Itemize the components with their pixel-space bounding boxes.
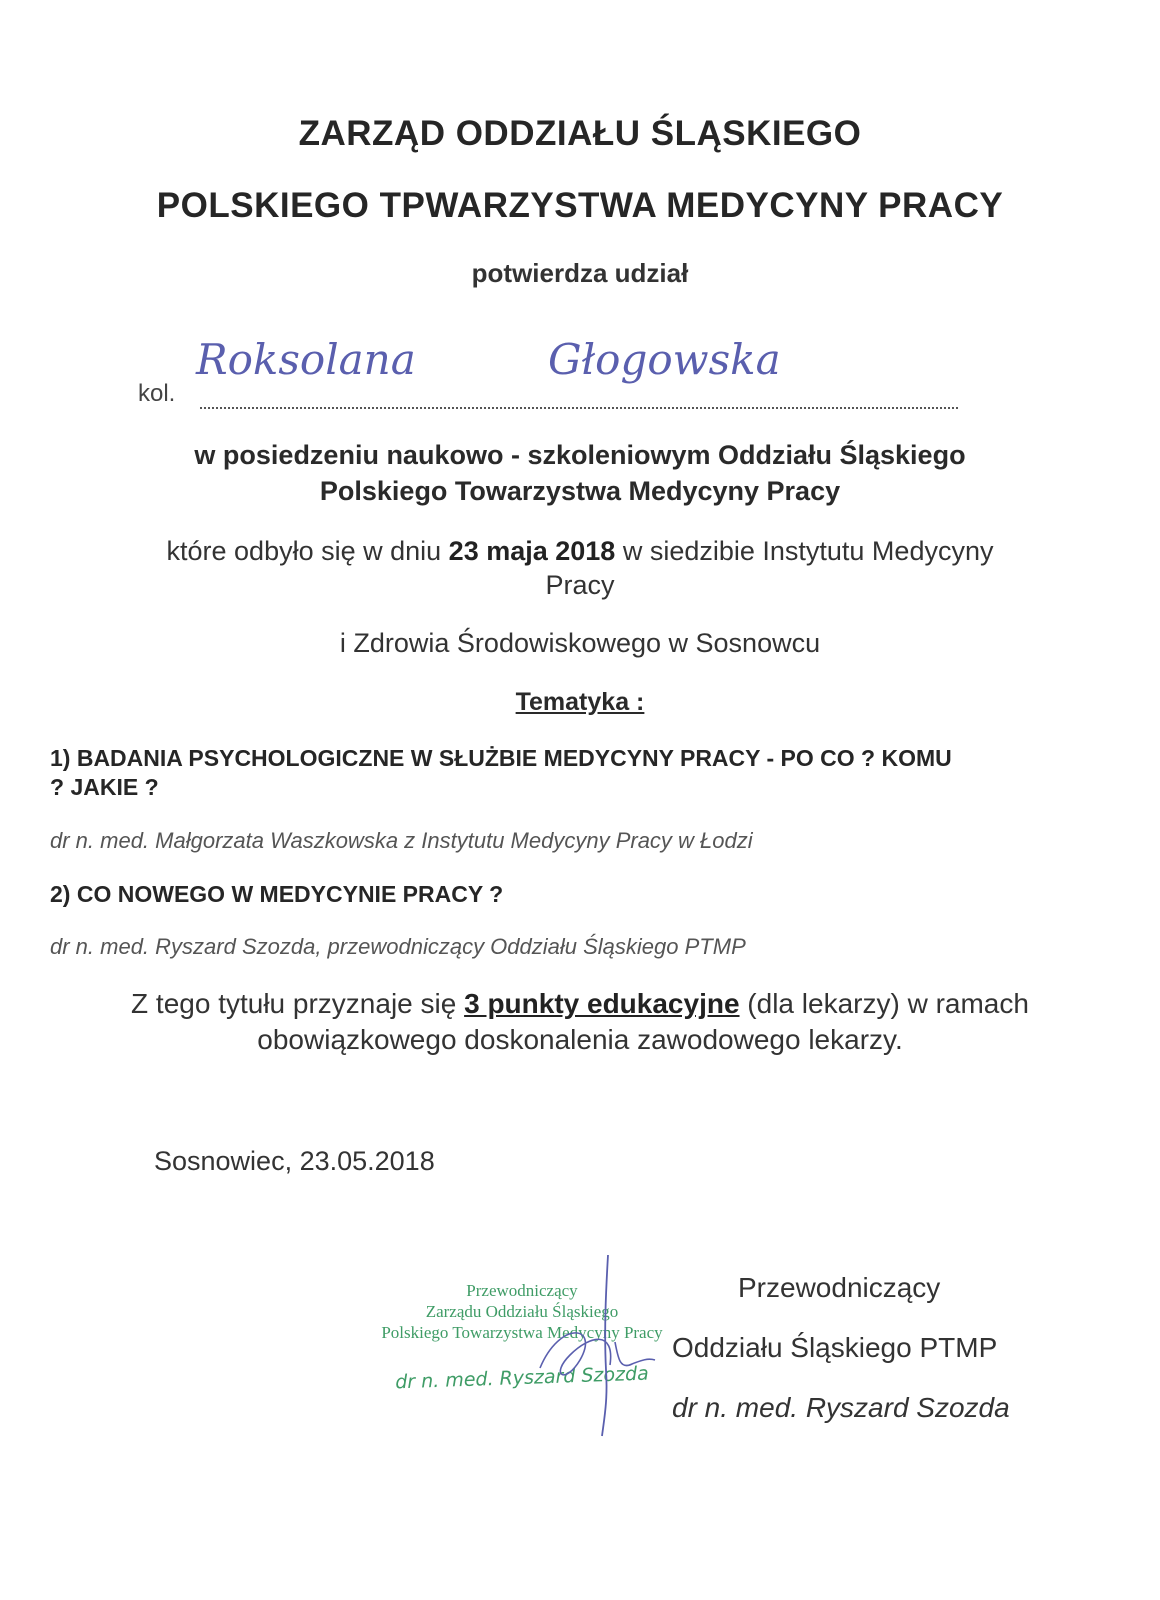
meeting-date-line2: Pracy — [545, 570, 615, 600]
confirms-text: potwierdza udział — [471, 258, 689, 288]
header-title-line2: POLSKIEGO TPWARZYSTWA MEDYCYNY PRACY — [156, 186, 1004, 225]
topic-2-speaker: dr n. med. Ryszard Szozda, przewodniczący Oddziału Śląskiego PTMP — [50, 934, 746, 959]
points-line1 — [0, 988, 1160, 1020]
points-line2: obowiązkowego doskonalenia zawodowego lekarzy. — [257, 1024, 903, 1055]
meeting-line2: Polskiego Towarzystwa Medycyny Pracy — [319, 476, 841, 506]
topic-1-title-line2: ? JAKIE ? — [50, 774, 159, 800]
points-post: (dla lekarzy) w ramach — [739, 988, 1029, 1019]
signature-name: dr n. med. Ryszard Szozda — [672, 1392, 1010, 1423]
meeting-date-pre: które odbyło się w dniu — [166, 536, 449, 566]
participant-last-name: Głogowska — [548, 335, 781, 384]
stamp-line1: Przewodniczący — [466, 1281, 578, 1300]
topics-heading — [0, 688, 1160, 717]
participant-first-name: Roksolana — [196, 335, 416, 384]
topic-2-title: 2) CO NOWEGO W MEDYCYNIE PRACY ? — [50, 881, 504, 907]
topic-1-speaker: dr n. med. Małgorzata Waszkowska z Instytutu Medycyny Pracy w Łodzi — [50, 828, 753, 853]
stamp-line3: Polskiego Towarzystwa Medycyny Pracy — [381, 1323, 663, 1342]
stamp-line2: Zarządu Oddziału Śląskiego — [425, 1302, 619, 1321]
dotted-name-line — [200, 405, 958, 409]
handwritten-signature — [520, 1250, 690, 1440]
participant-prefix: kol. — [138, 380, 176, 407]
header-title-line1: ZARZĄD ODDZIAŁU ŚLĄSKIEGO — [298, 114, 862, 153]
meeting-date-post: w siedzibie Instytutu Medycyny — [615, 536, 994, 566]
points-pre: Z tego tytułu przyznaje się — [131, 988, 465, 1019]
meeting-date-line — [0, 536, 1160, 567]
meeting-date: 23 maja 2018 — [448, 536, 616, 566]
meeting-line1: w posiedzeniu naukowo - szkoleniowym Oddziału Śląskiego — [194, 440, 966, 470]
topic-1-title — [50, 744, 1060, 802]
stamp-line4: dr n. med. Ryszard Szozda — [394, 1362, 650, 1394]
points-value: 3 punkty edukacyjne — [464, 988, 740, 1019]
topics-heading-text: Tematyka : — [515, 688, 645, 716]
place-date: Sosnowiec, 23.05.2018 — [154, 1146, 435, 1176]
signature-organization: Oddziału Śląskiego PTMP — [672, 1332, 998, 1363]
meeting-place-line: i Zdrowia Środowiskowego w Sosnowcu — [339, 628, 821, 658]
signature-title: Przewodniczący — [738, 1272, 941, 1303]
topic-1-title-line1: 1) BADANIA PSYCHOLOGICZNE W SŁUŻBIE MEDYCYNY PRACY - PO CO ? KOMU — [50, 745, 952, 771]
